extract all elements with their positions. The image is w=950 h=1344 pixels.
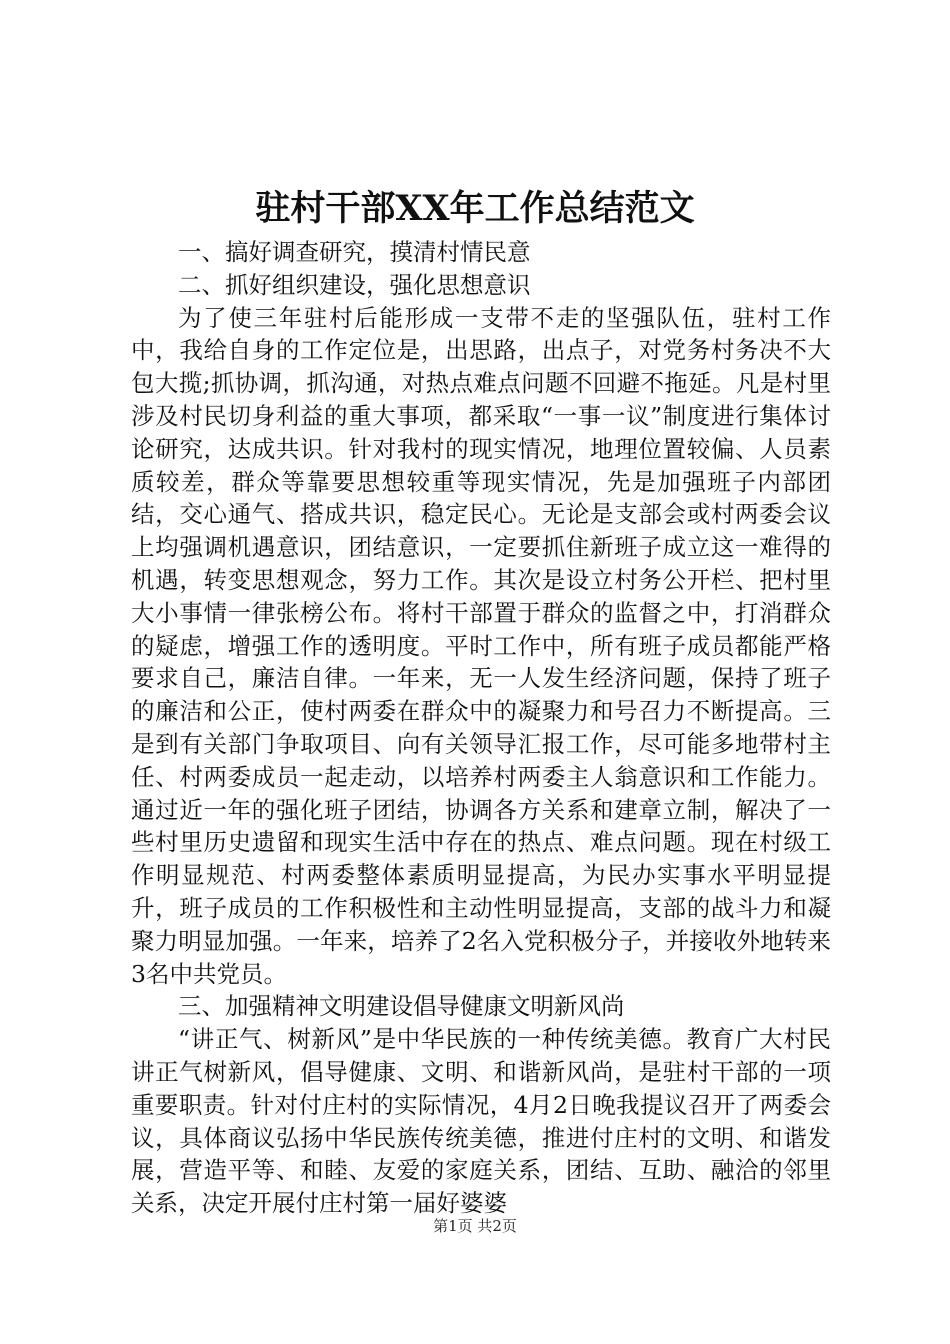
document-title: 驻村干部XX年工作总结范文	[255, 188, 695, 229]
document-body	[131, 236, 831, 1220]
section-heading-3: 三、加强精神文明建设倡导健康文明新风尚	[178, 992, 625, 1021]
body-paragraph-1: 为了使三年驻村后能形成一支带不走的坚强队伍，驻村工作中，我给自身的工作定位是，出思路，出点子，对党务村务决不大包大揽;抓协调，抓沟通，对热点难点问题不回避不拖延。凡是村里涉及村民切身利益的重大事项，都采取“一事一议”制度进行集体讨论研究，达成共识。针对我村的现实情况，地理位置较偏、人员素质较差，群众等靠要思想较重等现实情况，先是加强班子内部团结，交心通气、搭成共识，稳定民心。无论是支部会或村两委会议上均强调机遇意识，团结意识，一定要抓住新班子成立这一难得的机遇，转变思想观念，努力工作。其次是设立村务公开栏、把村里大小事情一律张榜公布。将村干部置于群众的监督之中，打消群众的疑虑，增强工作的透明度。平时工作中，所有班子成员都能严格要求自己，廉洁自律。一年来，无一人发生经济问题，保持了班子的廉洁和公正，使村两委在群众中的凝聚力和号召力不断提高。三是到有关部门争取项目、向有关领导汇报工作，尽可能多地带村主任、村两委成员一起走动，以培养村两委主人翁意识和工作能力。通过近一年的强化班子团结，协调各方关系和建章立制，解决了一些村里历史遗留和现实生活中存在的热点、难点问题。现在村级工作明显规范、村两委整体素质明显提高，为民办实事水平明显提升，班子成员的工作积极性和主动性明显提高，支部的战斗力和凝聚力明显加强。一年来，培养了2名入党积极分子，并接收外地转来3名中共党员。	[131, 303, 831, 988]
body-paragraph-2: “讲正气、树新风”是中华民族的一种传统美德。教育广大村民讲正气树新风，倡导健康、文明、和谐新风尚，是驻村干部的一项重要职责。针对付庄村的实际情况，4月2日晚我提议召开了两委会议，具体商议弘扬中华民族传统美德，推进付庄村的文明、和谐发展，营造平等、和睦、友爱的家庭关系，团结、互助、融洽的邻里关系，决定开展付庄村第一届好婆婆	[131, 1025, 831, 1218]
page-number-footer: 第1页 共2页	[433, 1217, 517, 1235]
section-heading-1: 一、搞好调查研究，摸清村情民意	[178, 238, 531, 266]
section-heading-2: 二、抓好组织建设，强化思想意识	[178, 270, 531, 299]
